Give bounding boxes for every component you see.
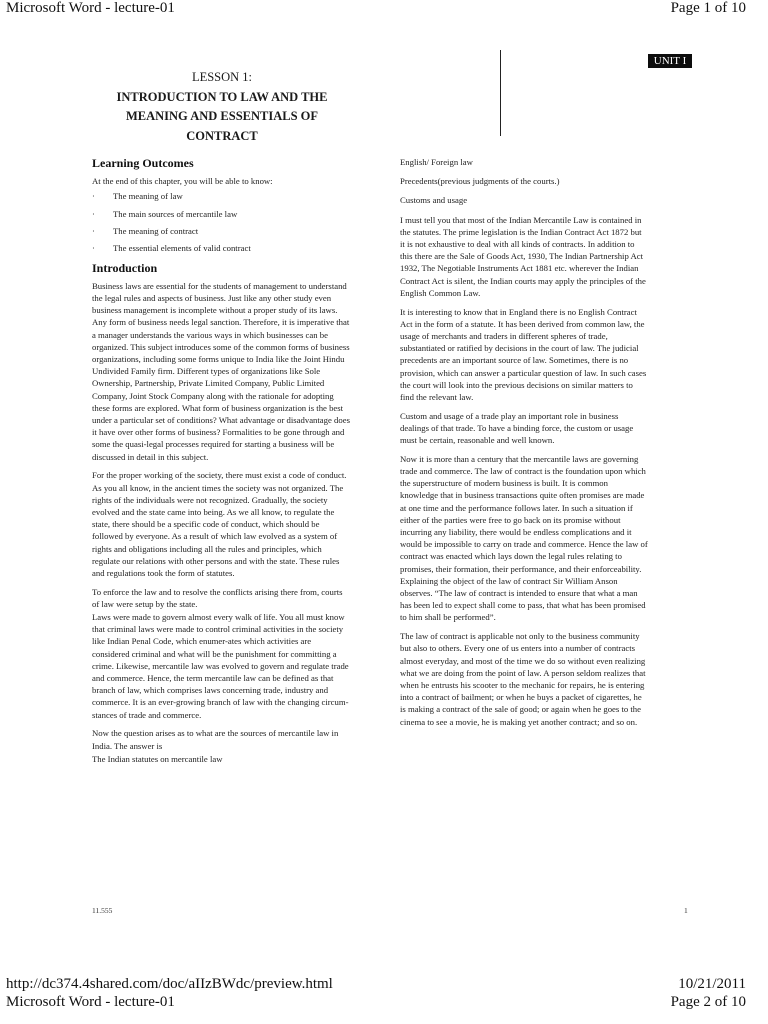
paragraph: Now it is more than a century that the mercantile laws are governing trade and commerce. The law of contract is the foundation upon which the superstructure of modern business is built. It is common knowledge that in business transactions quite often promises are made at one time and the performance follows later. In such a situation if either of the parties were free to go back on its promise without incurring any liability, there would be endless complications and it would be impossible to carry on trade and commerce. Hence the law of contract was enacted which lays down the legal rules relating to promises, their formation, their performance, and their enforceability. Explaining the object of the law of contract Sir William Anson observes. “The law of contract is intended to ensure that what a man has been led to expect shall come to pass, that what has been promised to him shall be performed”. [400,453,648,623]
document-page [0,22,768,972]
print-header [0,0,768,22]
page-number: 1 [684,906,688,915]
window-title-bottom: Microsoft Word - lecture-01 [6,994,175,1010]
paragraph: Now the question arises as to what are the sources of mercantile law in India. The answer is [92,728,339,751]
paragraph: Custom and usage of a trade play an important role in business dealings of that trade. To have a binding force, the custom or usage must be certain, reasonable and well known. [400,410,634,446]
paragraph: For the proper working of the society, there must exist a code of conduct. As you all know, in the ancient times the society was not organized. The rights of the individuals were not recognized. Gradually, the society evolved and the state came into being. As we all know, to regulate the state, there should be a specific code of conduct, which should be followed by everyone. As a result of which law evolved as a system of rights and obligations including all the rules and principles, which regulate our relations with other persons and with the state. These rules and regulations took the form of statutes. [92,470,347,578]
introduction-heading: Introduction [92,260,158,275]
paragraph: It is interesting to know that in England there is no English Contract Act in the form of a statute. It has been derived from common law, the usage of merchants and traders in different spheres of trade, substantiated or ratified by decisions in the court of law. The judicial precedents are an important source of law. Sometimes, there is no provision, which can answer a particular question of law. In such cases the court will look into the previous decisions on similar matters to find the relevant law. [400,306,647,402]
lesson-number: LESSON 1: [191,70,253,84]
bullet-icon: · [92,208,95,219]
learning-outcomes-heading: Learning Outcomes [92,156,194,170]
paragraph: Business laws are essential for the students of management to understand the legal rules and aspects of business. Just like any other study even business management is incomplete without a proper study of its laws. Any form of business needs legal sanction. Therefore, it is imperative that a manager understands the various ways in which businesses can be organized. This subject introduces some of the common forms of business organizations, including some forms unique to India like the Joint Hindu Undivided Family firm. Different types of organizations like Sole Ownership, Partnership, Private Limited Company, Public Limited Company, Joint Stock Company along with the rationale for adopting these forms are explored. What form of business organization is the best under a particular set of conditions? What advantage or disadvantage does it have over other forms of business? Formalities to be gone through and some the quasi-legal processes required for starting a business will be discussed in detail in this subject. [92,280,350,462]
paragraph: The Indian statutes on mercantile law [92,753,223,764]
bullet-icon: · [92,243,95,254]
list-item [92,225,350,237]
course-code: 11.555 [92,906,113,915]
source-url: http://dc374.4shared.com/doc/aIIzBWdc/preview.html [6,976,333,992]
lesson-title-line: MEANING AND ESSENTIALS OF [125,109,319,123]
source-item: Precedents(previous judgments of the courts.) [400,176,560,187]
header-divider [500,50,501,136]
paragraph: To enforce the law and to resolve the conflicts arising there from, courts of law were setup by the state. [92,586,343,609]
learning-outcomes-intro: At the end of this chapter, you will be able to know: [92,176,273,186]
list-item-text: The essential elements of valid contract [113,243,251,254]
list-item [92,190,350,202]
list-item-text: The meaning of contract [113,225,199,236]
list-item-text: The main sources of mercantile law [113,208,238,219]
right-column [400,156,648,734]
paragraph: The law of contract is applicable not only to the business community but also to others. Every one of us enters into a number of contracts almost everyday, and most of the time we do so without even realizing what we are doing from the point of law. A person seldom realizes that when he entrusts his scooter to the mechanic for repairs, he is entering into a contract of bailment; or when he buys a packet of cigarettes, he is making a contract of the sale of good; or again when he goes to the cinema to see a movie, he is making yet another contract; and so on. [400,631,646,727]
list-item [92,242,350,254]
print-date: 10/21/2011 [678,976,746,992]
list-item-text: The meaning of law [113,191,183,202]
unit-badge: UNIT I [648,54,692,68]
source-item: English/ Foreign law [400,157,473,167]
window-title: Microsoft Word - lecture-01 [6,0,175,16]
page-indicator-top: Page 1 of 10 [670,0,746,16]
bullet-icon: · [92,225,95,236]
lesson-title-line: INTRODUCTION TO LAW AND THE [116,89,328,104]
paragraph: I must tell you that most of the Indian Mercantile Law is contained in the statutes. The prime legislation is the Indian Contract Act 1872 but it is not exhaustive to deal with all kinds of contracts. In addition to this there are the Sale of Goods Act, 1930, The Indian Partnership Act 1932, The Negotiable Instruments Act 1881 etc. wherever the Indian Contract Act is silent, the Indian courts may apply the principles of the English Common Law. [400,214,646,298]
source-item: Customs and usage [400,195,468,206]
lesson-title [92,68,352,146]
left-column [92,155,350,771]
paragraph: Laws were made to govern almost every walk of life. You all must know that criminal laws were made to control criminal activities in the society like Indian Penal Code, which enumer-ates which activities are considered criminal and what will be the punishment for committing a crime. Likewise, mercantile law was evolved to govern and regulate trade and commerce. Hence, the term mercantile law can be defined as that branch of law, which comprises laws concerning trade, industry and commerce. It is an ever-growing branch of law with the changing circum-stances of trade and commerce. [92,612,349,720]
list-item [92,208,350,220]
learning-outcomes-list [92,190,350,254]
print-footer [0,976,768,1024]
page-indicator-bottom: Page 2 of 10 [670,994,746,1010]
bullet-icon: · [92,191,95,202]
lesson-title-line: CONTRACT [186,128,258,143]
